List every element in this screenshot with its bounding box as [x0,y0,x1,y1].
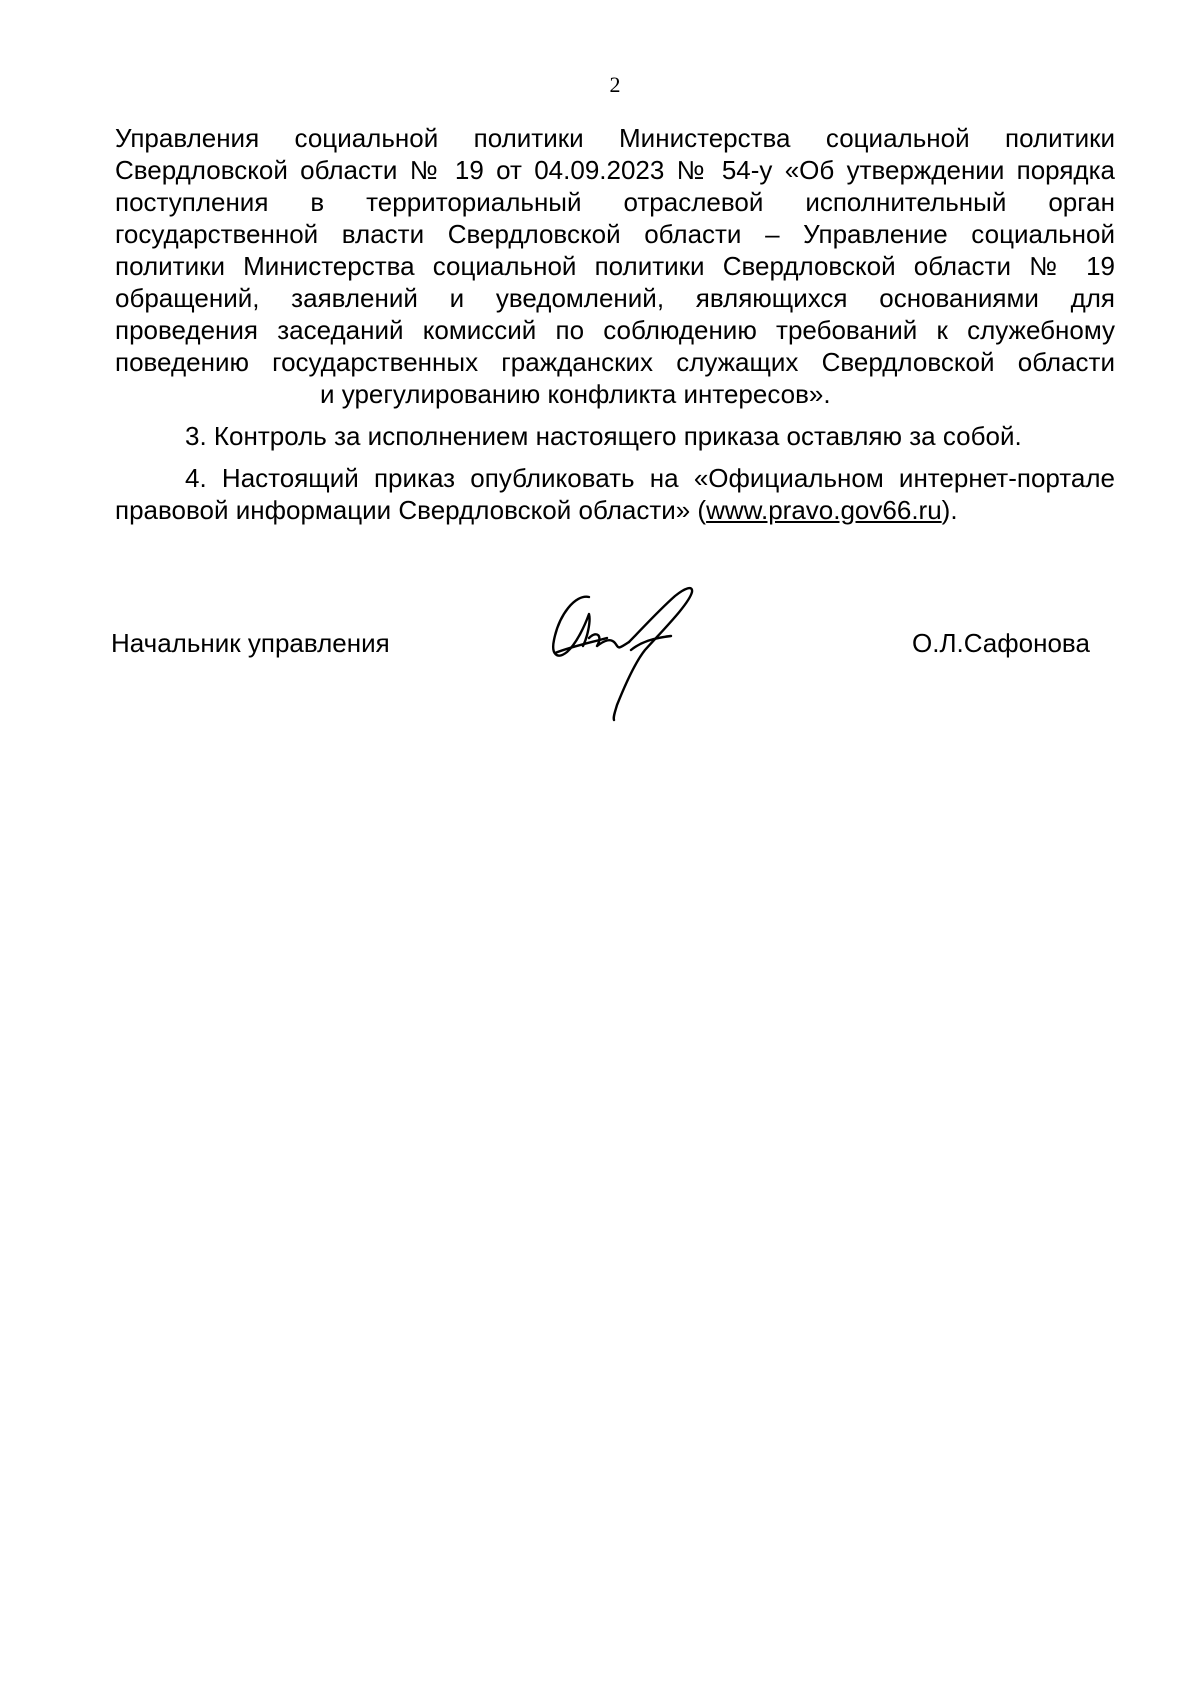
paragraph-text-end: и урегулированию конфликта интересов». [320,379,831,409]
signatory-name: О.Л.Сафонова [912,628,1090,658]
paragraph-item-3: 3. Контроль за исполнением настоящего приказа оставляю за собой. [185,421,1022,451]
paragraph-text: Управления социальной политики Министерства социальной политики Свердловской области № 19 от 04.09.2023 № 54-у «Об утверждении порядка поступления в территориальный отраслевой исполнительный орган государственной власти Свердловской области – Управление социальной политики Министерства социальной политики Свердловской области № 19 обращений, заявлений и уведомлений, являющихся основаниями для проведения заседаний комиссий по соблюдению требований к служебному поведению государственных гражданских служащих Свердловской области [115,123,1115,377]
handwritten-signature [545,580,755,730]
document-body [115,122,1115,526]
page-number: 2 [609,72,621,97]
paragraph-item-4 [115,462,1115,526]
paragraph-text-end: ). [941,495,958,525]
paragraph-continuation [115,122,1115,410]
signatory-position: Начальник управления [111,628,390,658]
portal-link[interactable]: www.pravo.gov66.ru [706,495,942,525]
paragraph-text: 4. Настоящий приказ опубликовать на «Официальном интернет-портале правовой информации Свердловской области» ( [115,463,1115,525]
